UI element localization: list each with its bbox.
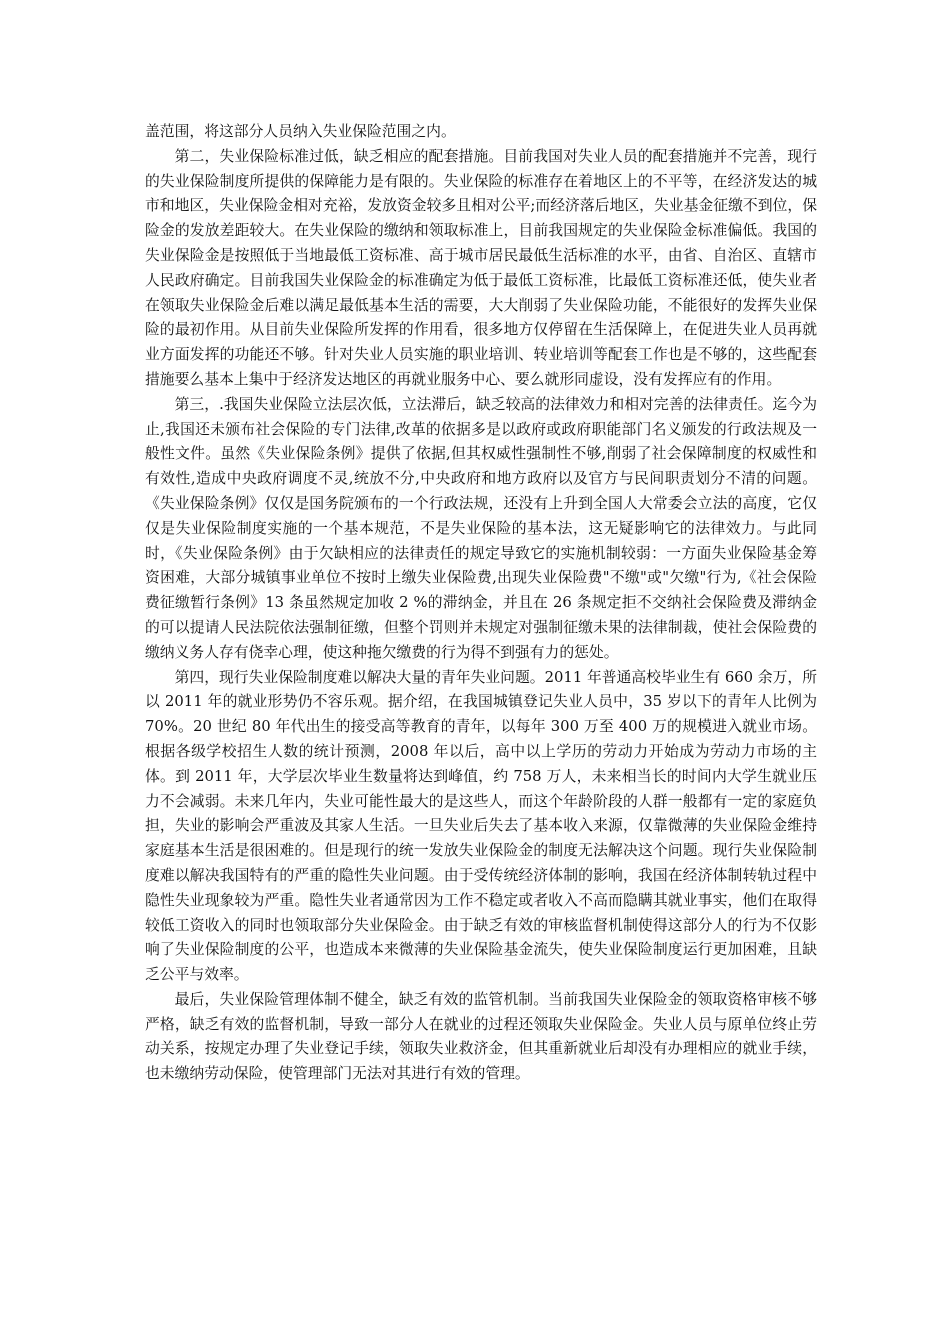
paragraph-second-point: 第二，失业保险标准过低，缺乏相应的配套措施。目前我国对失业人员的配套措施并不完善，现行的失业保险制度所提供的保障能力是有限的。失业保险的标准存在着地区上的不平等，在经济发达的城市和地区，失业保险金相对充裕，发放资金较多且相对公平;而经济落后地区，失业基金征缴不到位，保险金的发放差距较大。在失业保险的缴纳和领取标准上，目前我国规定的失业保险金标准偏低。我国的失业保险金是按照低于当地最低工资标准、高于城市居民最低生活标准的水平，由省、自治区、直辖市人民政府确定。目前我国失业保险金的标准确定为低于最低工资标准，比最低工资标准还低，使失业者在领取失业保险金后难以满足最低基本生活的需要，大大削弱了失业保险功能，不能很好的发挥失业保险的最初作用。从目前失业保险所发挥的作用看，很多地方仅停留在生活保障上，在促进失业人员再就业方面发挥的功能还不够。针对失业人员实施的职业培训、转业培训等配套工作也是不够的，这些配套措施要么基本上集中于经济发达地区的再就业服务中心、要么就形同虚设，没有发挥应有的作用。 <box>145 147 817 388</box>
paragraph-fourth-point: 第四，现行失业保险制度难以解决大量的青年失业问题。2011 年普通高校毕业生有 660 余万，所以 2011 年的就业形势仍不容乐观。据介绍，在我国城镇登记失业人员中，35 岁以下的青年人比例为 70%。20 世纪 80 年代出生的接受高等教育的青年，以每年 300 万至 400 万的规模进入就业市场。根据各级学校招生人数的统计预测，2008 年以后，高中以上学历的劳动力开始成为劳动力市场的主体。到 2011 年，大学层次毕业生数量将达到峰值，约 758 万人，未来相当长的时间内大学生就业压力不会减弱。未来几年内，失业可能性最大的是这些人，而这个年龄阶段的人群一般都有一定的家庭负担，失业的影响会严重波及其家人生活。一旦失业后失去了基本收入来源，仅靠微薄的失业保险金维持家庭基本生活是很困难的。但是现行的统一发放失业保险金的制度无法解决这个问题。现行失业保险制度难以解决我国特有的严重的隐性失业问题。由于受传统经济体制的影响，我国在经济体制转轨过程中隐性失业现象较为严重。隐性失业者通常因为工作不稳定或者收入不高而隐瞒其就业事实，他们在取得较低工资收入的同时也领取部分失业保险金。由于缺乏有效的审核监督机制使得这部分人的行为不仅影响了失业保险制度的公平，也造成本来微薄的失业保险基金流失，使失业保险制度运行更加困难，且缺乏公平与效率。 <box>145 668 817 984</box>
paragraph-continuation: 盖范围，将这部分人员纳入失业保险范围之内。 <box>145 123 456 140</box>
document-page <box>145 120 817 1087</box>
paragraph-third-point: 第三，.我国失业保险立法层次低，立法滞后，缺乏较高的法律效力和相对完善的法律责任。迄今为止,我国还未颁布社会保险的专门法律,改革的依据多是以政府或政府职能部门名义颁发的行政法规及一般性文件。虽然《失业保险条例》提供了依据,但其权威性强制性不够,削弱了社会保障制度的权威性和有效性,造成中央政府调度不灵,统放不分,中央政府和地方政府以及官方与民间职责划分不清的问题。《失业保险条例》仅仅是国务院颁布的一个行政法规，还没有上升到全国人大常委会立法的高度，它仅仅是失业保险制度实施的一个基本规范，不是失业保险的基本法，这无疑影响它的法律效力。与此同时，《失业保险条例》由于欠缺相应的法律责任的规定导致它的实施机制较弱：一方面失业保险基金筹资困难，大部分城镇事业单位不按时上缴失业保险费,出现失业保险费"不缴"或"欠缴"行为,《社会保险费征缴暂行条例》13 条虽然规定加收 2 %的滞纳金，并且在 26 条规定拒不交纳社会保险费及滞纳金的可以提请人民法院依法强制征缴，但整个罚则并未规定对强制征缴未果的法律制裁，使社会保险费的缴纳义务人存有侥幸心理，使这种拖欠缴费的行为得不到强有力的惩处。 <box>145 395 817 661</box>
paragraph-final-point: 最后，失业保险管理体制不健全，缺乏有效的监管机制。当前我国失业保险金的领取资格审核不够严格，缺乏有效的监督机制，导致一部分人在就业的过程还领取失业保险金。失业人员与原单位终止劳动关系，按规定办理了失业登记手续，领取失业救济金，但其重新就业后却没有办理相应的就业手续，也未缴纳劳动保险，使管理部门无法对其进行有效的管理。 <box>145 990 817 1083</box>
